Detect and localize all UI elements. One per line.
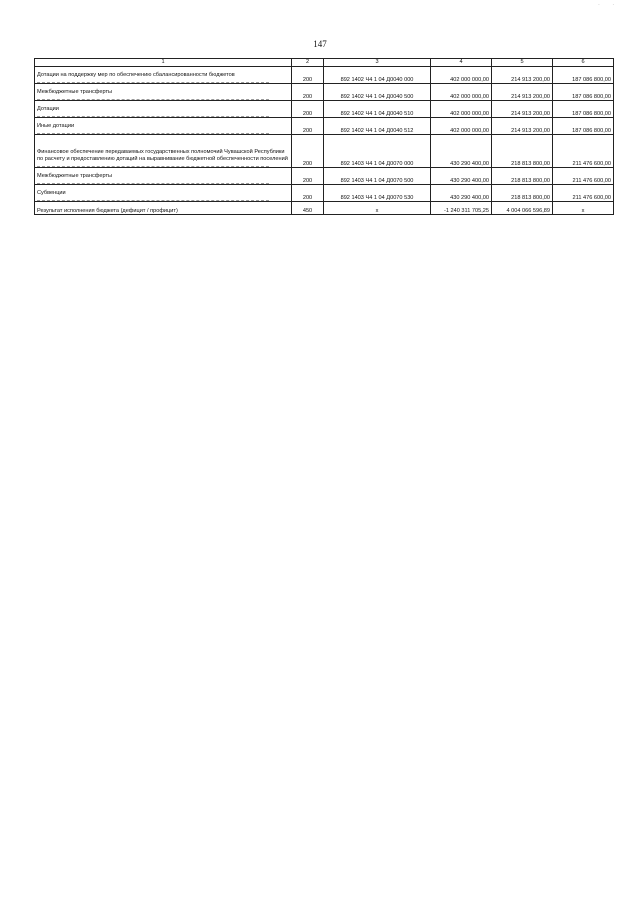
row-name-cell — [35, 168, 292, 185]
row-name-cell — [35, 67, 292, 84]
row-remaining: 211 476 600,00 — [553, 168, 614, 185]
row-name-cell — [35, 202, 292, 215]
row-plan: 402 000 000,00 — [431, 101, 492, 118]
row-classification: 892 1403 Ч4 1 04 Д0070 530 — [324, 185, 431, 202]
row-name-cell — [35, 101, 292, 118]
column-header-2: 2 — [292, 59, 324, 67]
table-row — [35, 135, 614, 168]
row-name-cell — [35, 118, 292, 135]
row-classification: 892 1402 Ч4 1 04 Д0040 512 — [324, 118, 431, 135]
table-header-row — [35, 59, 614, 67]
column-header-5: 5 — [492, 59, 553, 67]
row-name: Результат исполнения бюджета (дефицит / профицит) — [37, 207, 178, 214]
row-remaining: 211 476 600,00 — [553, 135, 614, 168]
row-classification: x — [324, 202, 431, 215]
row-code: 200 — [292, 84, 324, 101]
row-executed: 4 004 066 596,89 — [492, 202, 553, 215]
table-row — [35, 118, 614, 135]
row-remaining: 187 086 800,00 — [553, 84, 614, 101]
row-plan: 402 000 000,00 — [431, 118, 492, 135]
row-classification: 892 1403 Ч4 1 04 Д0070 000 — [324, 135, 431, 168]
row-name: Дотации — [37, 105, 59, 112]
row-plan: 402 000 000,00 — [431, 84, 492, 101]
column-header-3: 3 — [324, 59, 431, 67]
table-row — [35, 168, 614, 185]
row-plan: 402 000 000,00 — [431, 67, 492, 84]
row-code: 200 — [292, 101, 324, 118]
row-name: Межбюджетные трансферты — [37, 172, 113, 179]
row-remaining: x — [553, 202, 614, 215]
row-name: Дотации на поддержку мер по обеспечению сбалансированности бюджетов — [37, 71, 235, 78]
row-remaining: 187 086 800,00 — [553, 101, 614, 118]
table-row-result — [35, 202, 614, 215]
row-classification: 892 1402 Ч4 1 04 Д0040 510 — [324, 101, 431, 118]
row-name-cell — [35, 135, 292, 168]
table-row — [35, 84, 614, 101]
row-executed: 218 813 800,00 — [492, 185, 553, 202]
row-executed: 214 913 200,00 — [492, 101, 553, 118]
row-code: 200 — [292, 67, 324, 84]
row-executed: 214 913 200,00 — [492, 84, 553, 101]
table-row — [35, 185, 614, 202]
row-plan: 430 290 400,00 — [431, 185, 492, 202]
scan-marks: · · — [598, 2, 614, 8]
row-name: Иные дотации — [37, 122, 75, 129]
row-code: 200 — [292, 185, 324, 202]
row-name-cell — [35, 84, 292, 101]
row-remaining: 211 476 600,00 — [553, 185, 614, 202]
row-executed: 218 813 800,00 — [492, 135, 553, 168]
row-classification: 892 1403 Ч4 1 04 Д0070 500 — [324, 168, 431, 185]
row-name: Субвенции — [37, 189, 66, 196]
row-remaining: 187 086 800,00 — [553, 67, 614, 84]
row-name-cell — [35, 185, 292, 202]
row-executed: 214 913 200,00 — [492, 118, 553, 135]
row-classification: 892 1402 Ч4 1 04 Д0040 500 — [324, 84, 431, 101]
row-name: Финансовое обеспечение передаваемых государственных полномочий Чувашской Республики по расчету и предоставлению дотаций на выравнивание бюджетной обеспеченности поселений — [37, 149, 288, 162]
column-header-6: 6 — [553, 59, 614, 67]
row-executed: 214 913 200,00 — [492, 67, 553, 84]
row-code: 200 — [292, 118, 324, 135]
row-plan: -1 240 311 705,25 — [431, 202, 492, 215]
row-name: Межбюджетные трансферты — [37, 88, 113, 95]
page-number: 147 — [313, 39, 327, 49]
row-code: 200 — [292, 135, 324, 168]
row-plan: 430 290 400,00 — [431, 168, 492, 185]
row-plan: 430 290 400,00 — [431, 135, 492, 168]
table-row — [35, 101, 614, 118]
column-header-4: 4 — [431, 59, 492, 67]
budget-execution-table — [34, 58, 614, 215]
column-header-1: 1 — [35, 59, 292, 67]
row-classification: 892 1402 Ч4 1 04 Д0040 000 — [324, 67, 431, 84]
row-executed: 218 813 800,00 — [492, 168, 553, 185]
row-remaining: 187 086 800,00 — [553, 118, 614, 135]
table-row — [35, 67, 614, 84]
row-code: 450 — [292, 202, 324, 215]
row-code: 200 — [292, 168, 324, 185]
